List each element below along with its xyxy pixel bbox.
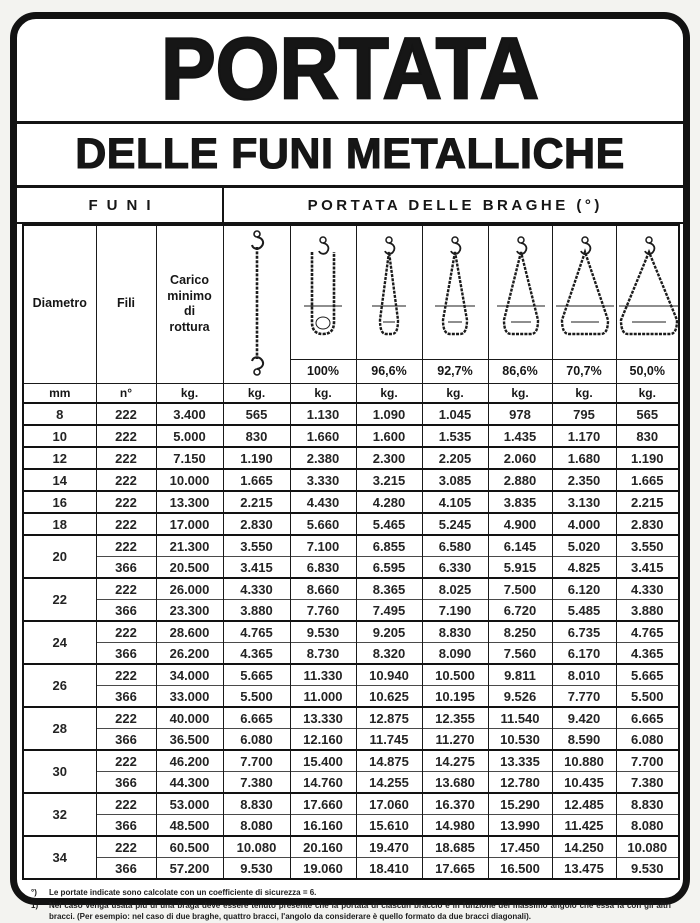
value-cell: 3.400	[156, 403, 223, 425]
unit-kg-2: kg.	[356, 383, 422, 403]
value-cell: 34.000	[156, 664, 223, 686]
value-cell: 1.045	[422, 403, 488, 425]
value-cell: 4.765	[223, 621, 290, 643]
table-row	[23, 557, 679, 579]
value-cell: 11.540	[488, 707, 552, 729]
value-cell: 9.530	[223, 858, 290, 880]
value-cell: 6.665	[616, 707, 679, 729]
table-row	[23, 403, 679, 425]
value-cell: 13.680	[422, 772, 488, 794]
value-cell: 18.685	[422, 836, 488, 858]
value-cell: 8.090	[422, 643, 488, 665]
value-cell: 11.270	[422, 729, 488, 751]
value-cell: 13.330	[290, 707, 356, 729]
pct-50: 50,0%	[616, 359, 679, 383]
table-row	[23, 750, 679, 772]
table-row	[23, 643, 679, 665]
title-block	[17, 19, 683, 124]
value-cell: 18.410	[356, 858, 422, 880]
value-cell: 222	[96, 513, 156, 535]
two-leg-sling-medium-angle-icon	[489, 234, 553, 350]
value-cell: 20.160	[290, 836, 356, 858]
single-vertical-rope-icon	[239, 228, 275, 380]
value-cell: 48.500	[156, 815, 223, 837]
col-header-sling-50	[616, 225, 679, 359]
value-cell: 10.435	[552, 772, 616, 794]
table-row	[23, 793, 679, 815]
value-cell: 17.450	[488, 836, 552, 858]
value-cell: 15.290	[488, 793, 552, 815]
value-cell: 1.190	[616, 447, 679, 469]
value-cell: 3.415	[223, 557, 290, 579]
value-cell: 20.500	[156, 557, 223, 579]
value-cell: 3.880	[223, 600, 290, 622]
value-cell: 1.170	[552, 425, 616, 447]
table-row	[23, 729, 679, 751]
value-cell: 33.000	[156, 686, 223, 708]
value-cell: 19.060	[290, 858, 356, 880]
value-cell: 6.735	[552, 621, 616, 643]
value-cell: 13.300	[156, 491, 223, 513]
table-row	[23, 621, 679, 643]
value-cell: 6.720	[488, 600, 552, 622]
value-cell: 5.245	[422, 513, 488, 535]
unit-kg-1: kg.	[290, 383, 356, 403]
value-cell: 222	[96, 425, 156, 447]
safety-sign-panel	[10, 12, 690, 922]
value-cell: 4.280	[356, 491, 422, 513]
value-cell: 366	[96, 557, 156, 579]
value-cell: 830	[223, 425, 290, 447]
value-cell: 4.330	[616, 578, 679, 600]
value-cell: 10.500	[422, 664, 488, 686]
table-row	[23, 664, 679, 686]
value-cell: 565	[223, 403, 290, 425]
value-cell: 2.830	[223, 513, 290, 535]
value-cell: 16.370	[422, 793, 488, 815]
value-cell: 3.550	[223, 535, 290, 557]
value-cell: 795	[552, 403, 616, 425]
value-cell: 1.660	[290, 425, 356, 447]
value-cell: 4.000	[552, 513, 616, 535]
two-leg-sling-widest-angle-icon	[617, 234, 681, 350]
unit-mm: mm	[23, 383, 96, 403]
diameter-cell: 12	[23, 447, 96, 469]
table-row	[23, 513, 679, 535]
value-cell: 12.355	[422, 707, 488, 729]
subtitle-block	[17, 124, 683, 188]
value-cell: 366	[96, 815, 156, 837]
col-header-diametro: Diametro	[23, 225, 96, 383]
value-cell: 5.465	[356, 513, 422, 535]
value-cell: 11.330	[290, 664, 356, 686]
two-leg-sling-narrow-icon	[357, 234, 421, 350]
value-cell: 1.680	[552, 447, 616, 469]
diameter-cell: 10	[23, 425, 96, 447]
value-cell: 2.830	[616, 513, 679, 535]
page-subtitle: DELLE FUNI METALLICHE	[75, 130, 625, 178]
value-cell: 23.300	[156, 600, 223, 622]
value-cell: 57.200	[156, 858, 223, 880]
value-cell: 11.000	[290, 686, 356, 708]
value-cell: 7.495	[356, 600, 422, 622]
value-cell: 222	[96, 535, 156, 557]
table-row	[23, 815, 679, 837]
two-leg-sling-small-angle-icon	[423, 234, 487, 350]
pct-86: 86,6%	[488, 359, 552, 383]
diameter-cell: 18	[23, 513, 96, 535]
value-cell: 830	[616, 425, 679, 447]
value-cell: 14.760	[290, 772, 356, 794]
table-row	[23, 469, 679, 491]
value-cell: 5.020	[552, 535, 616, 557]
value-cell: 7.760	[290, 600, 356, 622]
unit-kg-carico: kg.	[156, 383, 223, 403]
diameter-cell: 34	[23, 836, 96, 879]
value-cell: 2.380	[290, 447, 356, 469]
value-cell: 7.190	[422, 600, 488, 622]
value-cell: 16.500	[488, 858, 552, 880]
value-cell: 9.526	[488, 686, 552, 708]
value-cell: 40.000	[156, 707, 223, 729]
value-cell: 36.500	[156, 729, 223, 751]
value-cell: 1.600	[356, 425, 422, 447]
table-row	[23, 600, 679, 622]
value-cell: 222	[96, 836, 156, 858]
diameter-cell: 28	[23, 707, 96, 750]
value-cell: 10.530	[488, 729, 552, 751]
value-cell: 2.350	[552, 469, 616, 491]
value-cell: 8.080	[616, 815, 679, 837]
value-cell: 1.535	[422, 425, 488, 447]
footnote-marker: °)	[31, 888, 37, 897]
value-cell: 17.000	[156, 513, 223, 535]
value-cell: 16.160	[290, 815, 356, 837]
value-cell: 26.000	[156, 578, 223, 600]
value-cell: 4.765	[616, 621, 679, 643]
value-cell: 222	[96, 578, 156, 600]
value-cell: 21.300	[156, 535, 223, 557]
value-cell: 4.365	[223, 643, 290, 665]
unit-kg-5: kg.	[552, 383, 616, 403]
table-row	[23, 772, 679, 794]
value-cell: 2.880	[488, 469, 552, 491]
value-cell: 8.830	[422, 621, 488, 643]
value-cell: 13.475	[552, 858, 616, 880]
col-header-fili: Fili	[96, 225, 156, 383]
value-cell: 11.745	[356, 729, 422, 751]
value-cell: 366	[96, 600, 156, 622]
value-cell: 15.610	[356, 815, 422, 837]
section-portata-braghe: PORTATA DELLE BRAGHE (°)	[307, 196, 603, 214]
pct-100: 100%	[290, 359, 356, 383]
value-cell: 17.660	[290, 793, 356, 815]
value-cell: 5.665	[616, 664, 679, 686]
value-cell: 46.200	[156, 750, 223, 772]
value-cell: 222	[96, 469, 156, 491]
value-cell: 13.335	[488, 750, 552, 772]
value-cell: 15.400	[290, 750, 356, 772]
value-cell: 366	[96, 643, 156, 665]
col-header-sling-92	[422, 225, 488, 359]
value-cell: 222	[96, 447, 156, 469]
table-row	[23, 491, 679, 513]
footnotes	[31, 887, 671, 923]
table-row	[23, 858, 679, 880]
value-cell: 17.665	[422, 858, 488, 880]
value-cell: 6.080	[616, 729, 679, 751]
value-cell: 9.530	[616, 858, 679, 880]
value-cell: 7.380	[223, 772, 290, 794]
page-title: PORTATA	[160, 21, 540, 118]
value-cell: 14.250	[552, 836, 616, 858]
value-cell: 8.830	[223, 793, 290, 815]
value-cell: 8.590	[552, 729, 616, 751]
value-cell: 3.880	[616, 600, 679, 622]
value-cell: 6.145	[488, 535, 552, 557]
value-cell: 17.060	[356, 793, 422, 815]
value-cell: 9.420	[552, 707, 616, 729]
value-cell: 2.060	[488, 447, 552, 469]
value-cell: 10.625	[356, 686, 422, 708]
basket-sling-icon	[293, 234, 353, 350]
col-header-single-rope	[223, 225, 290, 383]
capacity-table	[22, 224, 680, 880]
pct-92: 92,7%	[422, 359, 488, 383]
value-cell: 3.215	[356, 469, 422, 491]
table-row	[23, 707, 679, 729]
value-cell: 8.080	[223, 815, 290, 837]
unit-n: n°	[96, 383, 156, 403]
value-cell: 9.530	[290, 621, 356, 643]
value-cell: 12.875	[356, 707, 422, 729]
col-header-sling-70	[552, 225, 616, 359]
value-cell: 10.080	[616, 836, 679, 858]
value-cell: 1.090	[356, 403, 422, 425]
value-cell: 6.120	[552, 578, 616, 600]
value-cell: 8.025	[422, 578, 488, 600]
value-cell: 14.980	[422, 815, 488, 837]
value-cell: 3.835	[488, 491, 552, 513]
diameter-cell: 30	[23, 750, 96, 793]
value-cell: 2.300	[356, 447, 422, 469]
value-cell: 8.730	[290, 643, 356, 665]
value-cell: 7.100	[290, 535, 356, 557]
col-header-sling-86	[488, 225, 552, 359]
value-cell: 12.485	[552, 793, 616, 815]
value-cell: 978	[488, 403, 552, 425]
value-cell: 7.150	[156, 447, 223, 469]
table-row	[23, 447, 679, 469]
value-cell: 3.415	[616, 557, 679, 579]
value-cell: 10.940	[356, 664, 422, 686]
footnote-text: Nel caso venga usata più di una braga deve essere tenuto presente che la portata di ciascun braccio è in funzione del massimo angolo che essa fa con gli altri bracci. (Per esempio: nel caso di due braghe, quattro bracci, l'angolo da considerare è quello formato da due bracci diagonali).	[49, 901, 671, 922]
value-cell: 366	[96, 729, 156, 751]
value-cell: 6.330	[422, 557, 488, 579]
value-cell: 222	[96, 621, 156, 643]
value-cell: 4.430	[290, 491, 356, 513]
value-cell: 44.300	[156, 772, 223, 794]
unit-kg-4: kg.	[488, 383, 552, 403]
value-cell: 7.560	[488, 643, 552, 665]
table-row	[23, 578, 679, 600]
value-cell: 53.000	[156, 793, 223, 815]
value-cell: 8.250	[488, 621, 552, 643]
unit-kg-6: kg.	[616, 383, 679, 403]
value-cell: 7.700	[223, 750, 290, 772]
value-cell: 10.195	[422, 686, 488, 708]
footnote-marker: 1)	[31, 901, 39, 911]
value-cell: 8.320	[356, 643, 422, 665]
pct-70: 70,7%	[552, 359, 616, 383]
value-cell: 6.855	[356, 535, 422, 557]
value-cell: 2.215	[616, 491, 679, 513]
value-cell: 222	[96, 491, 156, 513]
value-cell: 3.550	[616, 535, 679, 557]
value-cell: 8.365	[356, 578, 422, 600]
col-header-basket-sling	[290, 225, 356, 359]
diameter-cell: 14	[23, 469, 96, 491]
table-body	[23, 403, 679, 879]
value-cell: 5.500	[616, 686, 679, 708]
value-cell: 6.595	[356, 557, 422, 579]
diameter-cell: 22	[23, 578, 96, 621]
diameter-cell: 24	[23, 621, 96, 664]
table-row	[23, 535, 679, 557]
value-cell: 222	[96, 664, 156, 686]
value-cell: 1.435	[488, 425, 552, 447]
value-cell: 13.990	[488, 815, 552, 837]
footnote-coefficient	[31, 887, 671, 898]
value-cell: 4.825	[552, 557, 616, 579]
section-funi: FUNI	[17, 188, 224, 222]
value-cell: 14.275	[422, 750, 488, 772]
value-cell: 4.330	[223, 578, 290, 600]
value-cell: 7.500	[488, 578, 552, 600]
value-cell: 7.380	[616, 772, 679, 794]
unit-kg-3: kg.	[422, 383, 488, 403]
header-units-row	[23, 383, 679, 403]
value-cell: 8.830	[616, 793, 679, 815]
value-cell: 5.000	[156, 425, 223, 447]
value-cell: 2.215	[223, 491, 290, 513]
pct-96: 96,6%	[356, 359, 422, 383]
value-cell: 222	[96, 403, 156, 425]
value-cell: 10.880	[552, 750, 616, 772]
value-cell: 14.875	[356, 750, 422, 772]
value-cell: 1.665	[223, 469, 290, 491]
value-cell: 1.665	[616, 469, 679, 491]
table-row	[23, 836, 679, 858]
value-cell: 5.485	[552, 600, 616, 622]
value-cell: 4.105	[422, 491, 488, 513]
footnote-angle-rule	[31, 900, 671, 922]
value-cell: 60.500	[156, 836, 223, 858]
footnote-text: Le portate indicate sono calcolate con un coefficiente di sicurezza = 6.	[49, 888, 317, 897]
value-cell: 26.200	[156, 643, 223, 665]
value-cell: 19.470	[356, 836, 422, 858]
diameter-cell: 8	[23, 403, 96, 425]
value-cell: 4.365	[616, 643, 679, 665]
section-header-band	[17, 188, 683, 224]
value-cell: 222	[96, 793, 156, 815]
table-row	[23, 425, 679, 447]
value-cell: 10.000	[156, 469, 223, 491]
value-cell: 12.780	[488, 772, 552, 794]
value-cell: 7.700	[616, 750, 679, 772]
header-icons-row	[23, 225, 679, 359]
value-cell: 2.205	[422, 447, 488, 469]
value-cell: 11.425	[552, 815, 616, 837]
table-row	[23, 686, 679, 708]
value-cell: 14.255	[356, 772, 422, 794]
value-cell: 366	[96, 858, 156, 880]
value-cell: 9.811	[488, 664, 552, 686]
value-cell: 6.080	[223, 729, 290, 751]
value-cell: 5.660	[290, 513, 356, 535]
value-cell: 5.500	[223, 686, 290, 708]
value-cell: 12.160	[290, 729, 356, 751]
col-header-carico: Carico minimo di rottura	[156, 225, 223, 383]
value-cell: 1.130	[290, 403, 356, 425]
value-cell: 3.330	[290, 469, 356, 491]
value-cell: 3.085	[422, 469, 488, 491]
value-cell: 366	[96, 686, 156, 708]
value-cell: 6.665	[223, 707, 290, 729]
diameter-cell: 20	[23, 535, 96, 578]
diameter-cell: 16	[23, 491, 96, 513]
value-cell: 222	[96, 707, 156, 729]
value-cell: 1.190	[223, 447, 290, 469]
value-cell: 6.170	[552, 643, 616, 665]
value-cell: 222	[96, 750, 156, 772]
value-cell: 366	[96, 772, 156, 794]
unit-kg-0: kg.	[223, 383, 290, 403]
diameter-cell: 26	[23, 664, 96, 707]
diameter-cell: 32	[23, 793, 96, 836]
value-cell: 6.830	[290, 557, 356, 579]
value-cell: 9.205	[356, 621, 422, 643]
value-cell: 565	[616, 403, 679, 425]
value-cell: 28.600	[156, 621, 223, 643]
value-cell: 10.080	[223, 836, 290, 858]
value-cell: 5.665	[223, 664, 290, 686]
value-cell: 8.660	[290, 578, 356, 600]
value-cell: 3.130	[552, 491, 616, 513]
value-cell: 4.900	[488, 513, 552, 535]
two-leg-sling-wide-angle-icon	[553, 234, 617, 350]
value-cell: 6.580	[422, 535, 488, 557]
value-cell: 7.770	[552, 686, 616, 708]
value-cell: 5.915	[488, 557, 552, 579]
col-header-sling-96	[356, 225, 422, 359]
value-cell: 8.010	[552, 664, 616, 686]
